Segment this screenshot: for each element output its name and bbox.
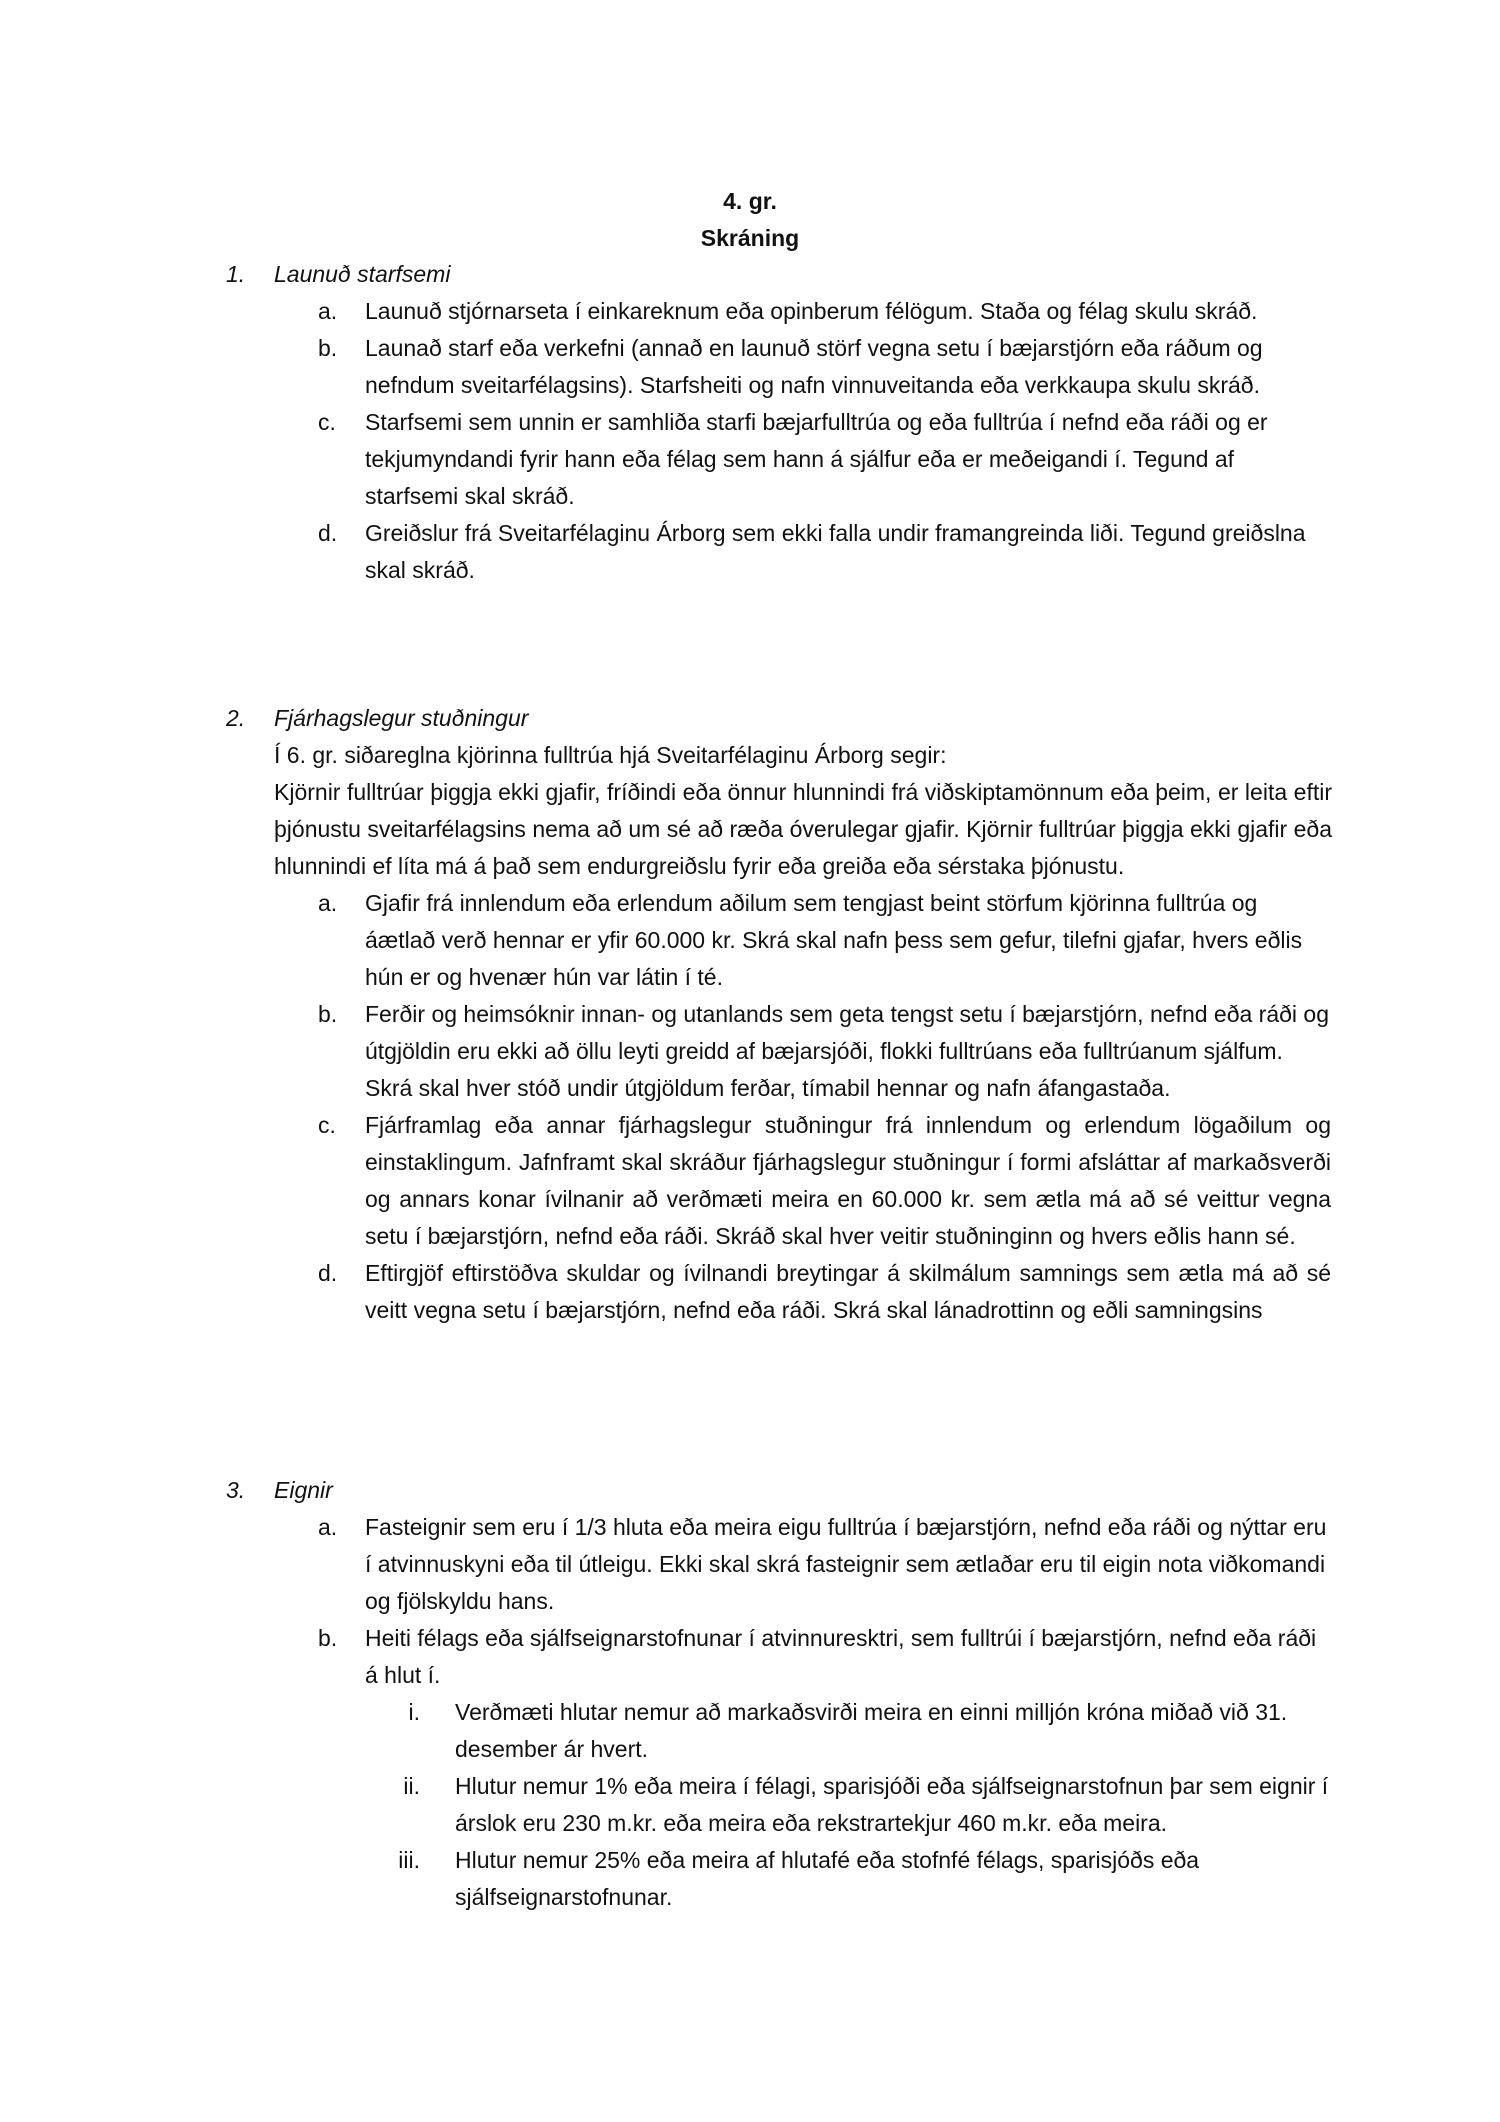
section-heading: Launuð starfsemi — [274, 261, 451, 287]
sub-list-item — [274, 1694, 1332, 1768]
section-number: 2. — [226, 705, 246, 731]
item-label: iii. — [398, 1847, 420, 1873]
section-intro: Í 6. gr. siðareglna kjörinna fulltrúa hjá Sveitarfélaginu Árborg segir: — [274, 742, 947, 768]
section-body — [274, 737, 1332, 1329]
section-number: 1. — [226, 261, 246, 287]
list-item — [274, 404, 1332, 515]
item-text: Verðmæti hlutar nemur að markaðsvirði meira en einni milljón króna miðað við 31. desember ár hvert. — [455, 1699, 1288, 1762]
item-label: b. — [318, 1625, 338, 1651]
section-number: 3. — [226, 1477, 246, 1503]
list-item — [274, 885, 1332, 996]
item-label: ii. — [403, 1773, 420, 1799]
quoted-rule: Kjörnir fulltrúar þiggja ekki gjafir, fríðindi eða önnur hlunnindi frá viðskiptamönnum eða þeim, er leita eftir þjónustu sveitarfélagsins nema að um sé að ræða óverulegar gjafir. Kjörnir fulltrúar þiggja ekki gjafir eða hlunnindi ef líta má á það sem endurgreiðslu fyrir eða greiða eða sérstaka þjónustu. — [274, 779, 1332, 879]
item-label: a. — [318, 1514, 338, 1540]
item-label: d. — [318, 1260, 338, 1286]
item-text: Fjárframlag eða annar fjárhagslegur stuðningur frá innlendum og erlendum lögaðilum og einstaklingum. Jafnframt skal skráður fjárhagslegur stuðningur í formi afsláttar af markaðsverði og annars konar ívilnanir að verðmæti meira en 60.000 kr. sem ætla má að sé veittur vegna setu í bæjarstjórn, nefnd eða ráði. Skráð skal hver veitir stuðninginn og hvers eðlis hann sé. — [365, 1112, 1331, 1249]
item-label: a. — [318, 890, 338, 916]
section-heading: Fjárhagslegur stuðningur — [274, 705, 529, 731]
article-title: Skráning — [700, 225, 800, 251]
item-text: Launað starf eða verkefni (annað en launuð störf vegna setu í bæjarstjórn eða ráðum og nefndum sveitarfélagsins). Starfsheiti og nafn vinnuveitanda eða verkkaupa skulu skráð. — [365, 335, 1263, 398]
list-item — [274, 293, 1332, 330]
item-label: b. — [318, 1001, 338, 1027]
list-item — [274, 515, 1332, 589]
list-item — [274, 330, 1332, 404]
list-item — [274, 1107, 1332, 1255]
item-text: Greiðslur frá Sveitarfélaginu Árborg sem ekki falla undir framangreinda liði. Tegund greiðslna skal skráð. — [365, 520, 1306, 583]
item-text: Gjafir frá innlendum eða erlendum aðilum sem tengjast beint störfum kjörinna fulltrúa og áætlað verð hennar er yfir 60.000 kr. Skrá skal nafn þess sem gefur, tilefni gjafar, hvers eðlis hún er og hvenær hún var látin í té. — [365, 890, 1303, 990]
item-text: Fasteignir sem eru í 1/3 hluta eða meira eigu fulltrúa í bæjarstjórn, nefnd eða ráði og nýttar eru í atvinnuskyni eða til útleigu. Ekki skal skrá fasteignir sem ætlaðar eru til eigin nota viðkomandi og fjölskyldu hans. — [365, 1514, 1327, 1614]
item-text: Eftirgjöf eftirstöðva skuldar og ívilnandi breytingar á skilmálum samnings sem ætla má að sé veitt vegna setu í bæjarstjórn, nefnd eða ráði. Skrá skal lánadrottinn og eðli samningsins — [365, 1260, 1331, 1323]
item-label: a. — [318, 298, 338, 324]
list-item — [274, 1620, 1332, 1694]
list-item — [274, 996, 1332, 1107]
item-text: Heiti félags eða sjálfseignarstofnunar í atvinnuresktri, sem fulltrúi í bæjarstjórn, nefnd eða ráði á hlut í. — [365, 1625, 1317, 1688]
item-label: d. — [318, 520, 338, 546]
sub-list-item — [274, 1768, 1332, 1842]
section-items — [274, 293, 1332, 589]
list-item — [274, 1255, 1332, 1329]
article-number: 4. gr. — [723, 188, 777, 214]
section-heading: Eignir — [274, 1477, 333, 1503]
item-label: c. — [318, 409, 336, 435]
item-label: i. — [408, 1699, 420, 1725]
sub-list-item — [274, 1842, 1332, 1916]
section-items — [274, 1509, 1332, 1916]
item-text: Hlutur nemur 1% eða meira í félagi, sparisjóði eða sjálfseignarstofnun þar sem eignir í árslok eru 230 m.kr. eða meira eða rekstrartekjur 460 m.kr. eða meira. — [455, 1773, 1329, 1836]
item-text: Launuð stjórnarseta í einkareknum eða opinberum félögum. Staða og félag skulu skráð. — [365, 298, 1258, 324]
list-item — [274, 1509, 1332, 1620]
item-text: Hlutur nemur 25% eða meira af hlutafé eða stofnfé félags, sparisjóðs eða sjálfseignarstofnunar. — [455, 1847, 1200, 1910]
item-label: b. — [318, 335, 338, 361]
item-text: Ferðir og heimsóknir innan- og utanlands sem geta tengst setu í bæjarstjórn, nefnd eða ráði og útgjöldin eru ekki að öllu leyti greidd af bæjarsjóði, flokki fulltrúans eða fulltrúanum sjálfum. Skrá skal hver stóð undir útgjöldum ferðar, tímabil hennar og nafn áfangastaða. — [365, 1001, 1330, 1101]
item-text: Starfsemi sem unnin er samhliða starfi bæjarfulltrúa og eða fulltrúa í nefnd eða ráði og er tekjumyndandi fyrir hann eða félag sem hann á sjálfur eða er meðeigandi í. Tegund af starfsemi skal skráð. — [365, 409, 1268, 509]
item-label: c. — [318, 1112, 336, 1138]
